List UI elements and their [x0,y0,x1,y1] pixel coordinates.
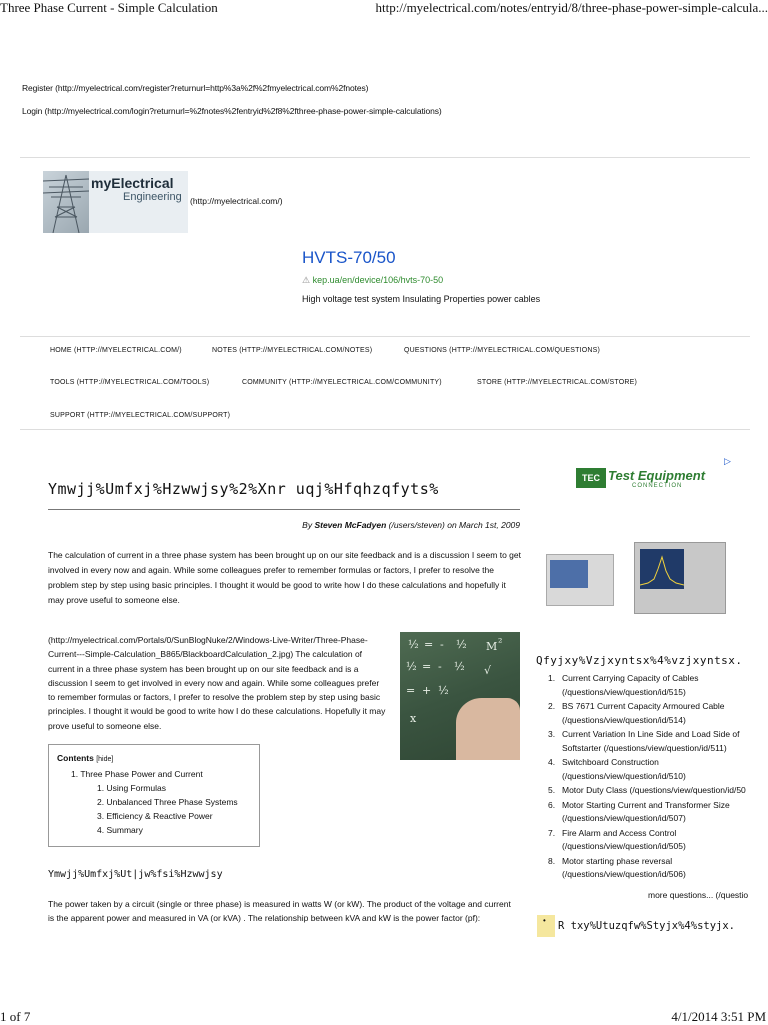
print-page-number: 1 of 7 [0,1009,31,1024]
toc-item-label: Efficiency & Reactive Power [106,811,213,821]
formula-mark: ½ [406,660,417,673]
section-title: Ymwjj%Umfxj%Ut|jw%fsi%Hzwwjsy [48,869,223,880]
question-item[interactable] [548,799,758,826]
ad-logo-mark: TEC [576,468,606,488]
question-number: 5. [548,785,556,795]
spectrum-screen-icon [640,549,684,589]
question-item[interactable] [548,700,758,727]
marker-icon: • [543,916,546,925]
sidebar-ad[interactable] [536,456,733,626]
toc-item-label: Summary [106,825,143,835]
article-paragraph: (http://myelectrical.com/Portals/0/SunBlogNuke/2/Windows-Live-Writer/Three-Phase-Current---Simple-Calculation_B865/BlackboardCalculation_2.jpg) The calculation of current in a three phase system has been brought up on our site feedback and is a discussion I seem to get involved in every now and again. While some colleagues prefer to remember formulas or factors, I prefer to resolve the problem step by step using basic principles. I thought it would be good to write how I do these calculations. Hopefully it may prove useful to someone else. [48,635,386,731]
byline-prefix: By [302,520,313,530]
question-number: 7. [548,827,556,838]
ad-banner-url-text: kep.ua/en/device/106/hvts-70-50 [312,275,444,285]
table-of-contents [48,744,260,847]
more-questions-link[interactable]: more questions... (/questio [648,890,749,900]
nav-store[interactable]: STORE (HTTP://MYELECTRICAL.COM/STORE) [477,379,637,386]
blackboard-image[interactable] [400,632,520,760]
toc-item-number: 3. [97,811,105,821]
question-number: 6. [548,799,556,810]
hand-icon [456,698,520,760]
ad-banner-description: High voltage test system Insulating Properties power cables [302,294,541,304]
adchoices-icon[interactable]: ▷ [724,456,731,466]
question-number: 2. [548,701,556,711]
site-logo[interactable] [43,171,188,233]
formula-mark: x [410,712,417,725]
formula-mark: ½ [456,638,467,651]
toc-item-number: 2. [97,797,105,807]
nav-community[interactable]: COMMUNITY (HTTP://MYELECTRICAL.COM/COMMUNITY) [242,379,442,386]
formula-mark: ² [498,636,503,649]
formula-mark: ½ [454,660,465,673]
question-label: Current Variation In Line Side and Load Side of Softstarter (/questions/view/question/id/511) [562,729,740,753]
question-item[interactable] [548,855,758,882]
analyzer-screen-icon [550,560,588,588]
formula-mark: - [440,638,444,651]
section-body: The power taken by a circuit (single or three phase) is measured in watts W (or kW). The product of the voltage and current is the apparent power and measured in VA (or kVA) . The relationship between kVA and kW is the power factor (pf): [48,899,511,923]
question-label: Current Carrying Capacity of Cables (/questions/view/question/id/515) [562,673,699,697]
question-label: Motor starting phase reversal (/questions/view/question/id/506) [562,855,686,879]
question-item[interactable] [548,784,758,798]
author-link[interactable]: (/users/steven) [388,520,445,530]
toc-item[interactable] [97,783,166,793]
ad-banner-url[interactable] [302,275,443,286]
question-item[interactable] [548,827,758,854]
formula-mark: + [422,684,432,697]
question-item[interactable] [548,756,758,783]
toc-item-label: Unbalanced Three Phase Systems [106,797,238,807]
question-label: Motor Starting Current and Transformer Size (/questions/view/question/id/507) [562,799,730,823]
formula-mark: - [438,660,442,673]
question-number: 8. [548,855,556,866]
nav-notes[interactable]: NOTES (HTTP://MYELECTRICAL.COM/NOTES) [212,347,373,354]
question-label: Fire Alarm and Access Control (/questions/view/question/id/505) [562,827,686,851]
formula-mark: = [406,684,416,697]
ad-banner-title[interactable]: HVTS-70/50 [302,248,396,267]
popular-notes-heading: R txy%Utuzqfw%Styjx%4%styjx. [558,920,736,932]
article-byline [302,520,520,530]
question-label: Motor Duty Class (/questions/view/question/id/50 [562,785,746,795]
formula-mark: ½ [408,638,419,651]
login-link[interactable]: Login (http://myelectrical.com/login?returnurl=%2fnotes%2fentryid%2f8%2fthree-phase-power-simple-calculations) [22,106,442,116]
nav-questions[interactable]: QUESTIONS (HTTP://MYELECTRICAL.COM/QUESTIONS) [404,347,601,354]
formula-mark: √ [484,664,492,677]
toc-title: Contents [57,753,94,763]
popular-notes-marker [537,915,555,937]
nav-divider [20,429,750,430]
question-number: 3. [548,729,556,739]
pylon-icon [43,171,89,233]
question-number: 1. [548,673,556,683]
toc-item[interactable] [97,811,213,821]
toc-item[interactable] [97,825,143,835]
ad-logo-text: Test Equipment [608,468,706,483]
nav-home[interactable]: HOME (HTTP://MYELECTRICAL.COM/) [50,347,182,354]
print-header-title: Three Phase Current - Simple Calculation [0,0,218,15]
toc-item[interactable] [71,769,203,779]
print-header-url: http://myelectrical.com/notes/entryid/8/three-phase-power-simple-calcula... [375,0,768,15]
article-intro: The calculation of current in a three phase system has been brought up on our site feedback and is a discussion I seem to get involved in every now and again. While some colleagues prefer to remember formulas or factors, I prefer to resolve the problem step by step using basic principles. I thought it would be good to write how I do these calculations and hopefully it may prove useful to someone else. [48,550,521,605]
ad-favicon-icon: ⚠ [302,275,311,285]
ad-logo-subtext: CONNECTION [632,483,683,489]
toc-item-label: Three Phase Power and Current [80,769,203,779]
questions-list [548,672,758,883]
byline-date: on March 1st, 2009 [447,520,520,530]
author-name[interactable]: Steven McFadyen [314,520,387,530]
title-divider [48,509,520,510]
logo-text-secondary: Engineering [123,191,182,203]
toc-item-number: 1. [97,783,105,793]
question-item[interactable] [548,728,758,755]
question-label: Switchboard Construction (/questions/view/question/id/510) [562,757,686,781]
logo-text-primary: myElectrical [91,175,174,191]
toc-item[interactable] [97,797,238,807]
question-item[interactable] [548,672,758,699]
toc-toggle[interactable]: [hide] [96,756,114,763]
nav-tools[interactable]: TOOLS (HTTP://MYELECTRICAL.COM/TOOLS) [50,379,210,386]
formula-mark: M [486,640,498,653]
nav-support[interactable]: SUPPORT (HTTP://MYELECTRICAL.COM/SUPPORT) [50,412,231,419]
question-label: BS 7671 Current Capacity Armoured Cable (/questions/view/question/id/514) [562,701,725,725]
register-link[interactable]: Register (http://myelectrical.com/register?returnurl=http%3a%2f%2fmyelectrical.com%2fnotes) [22,83,369,93]
toc-item-label: Using Formulas [106,783,166,793]
toc-header [57,753,113,763]
formula-mark: ½ [438,684,449,697]
toc-item-number: 1. [71,769,79,779]
toc-item-number: 4. [97,825,105,835]
formula-mark: = [422,660,432,673]
formula-mark: = [424,638,434,651]
article-title: Ymwjj%Umfxj%Hzwwjsy%2%Xnr uqj%Hfqhzqfyts% [48,480,439,498]
logo-url[interactable]: (http://myelectrical.com/) [190,196,283,206]
print-datetime: 4/1/2014 3:51 PM [671,1009,766,1024]
latest-questions-heading: Qfyjxy%Vzjxyntsx%4%vzjxyntsx. [536,654,743,667]
question-number: 4. [548,757,556,767]
